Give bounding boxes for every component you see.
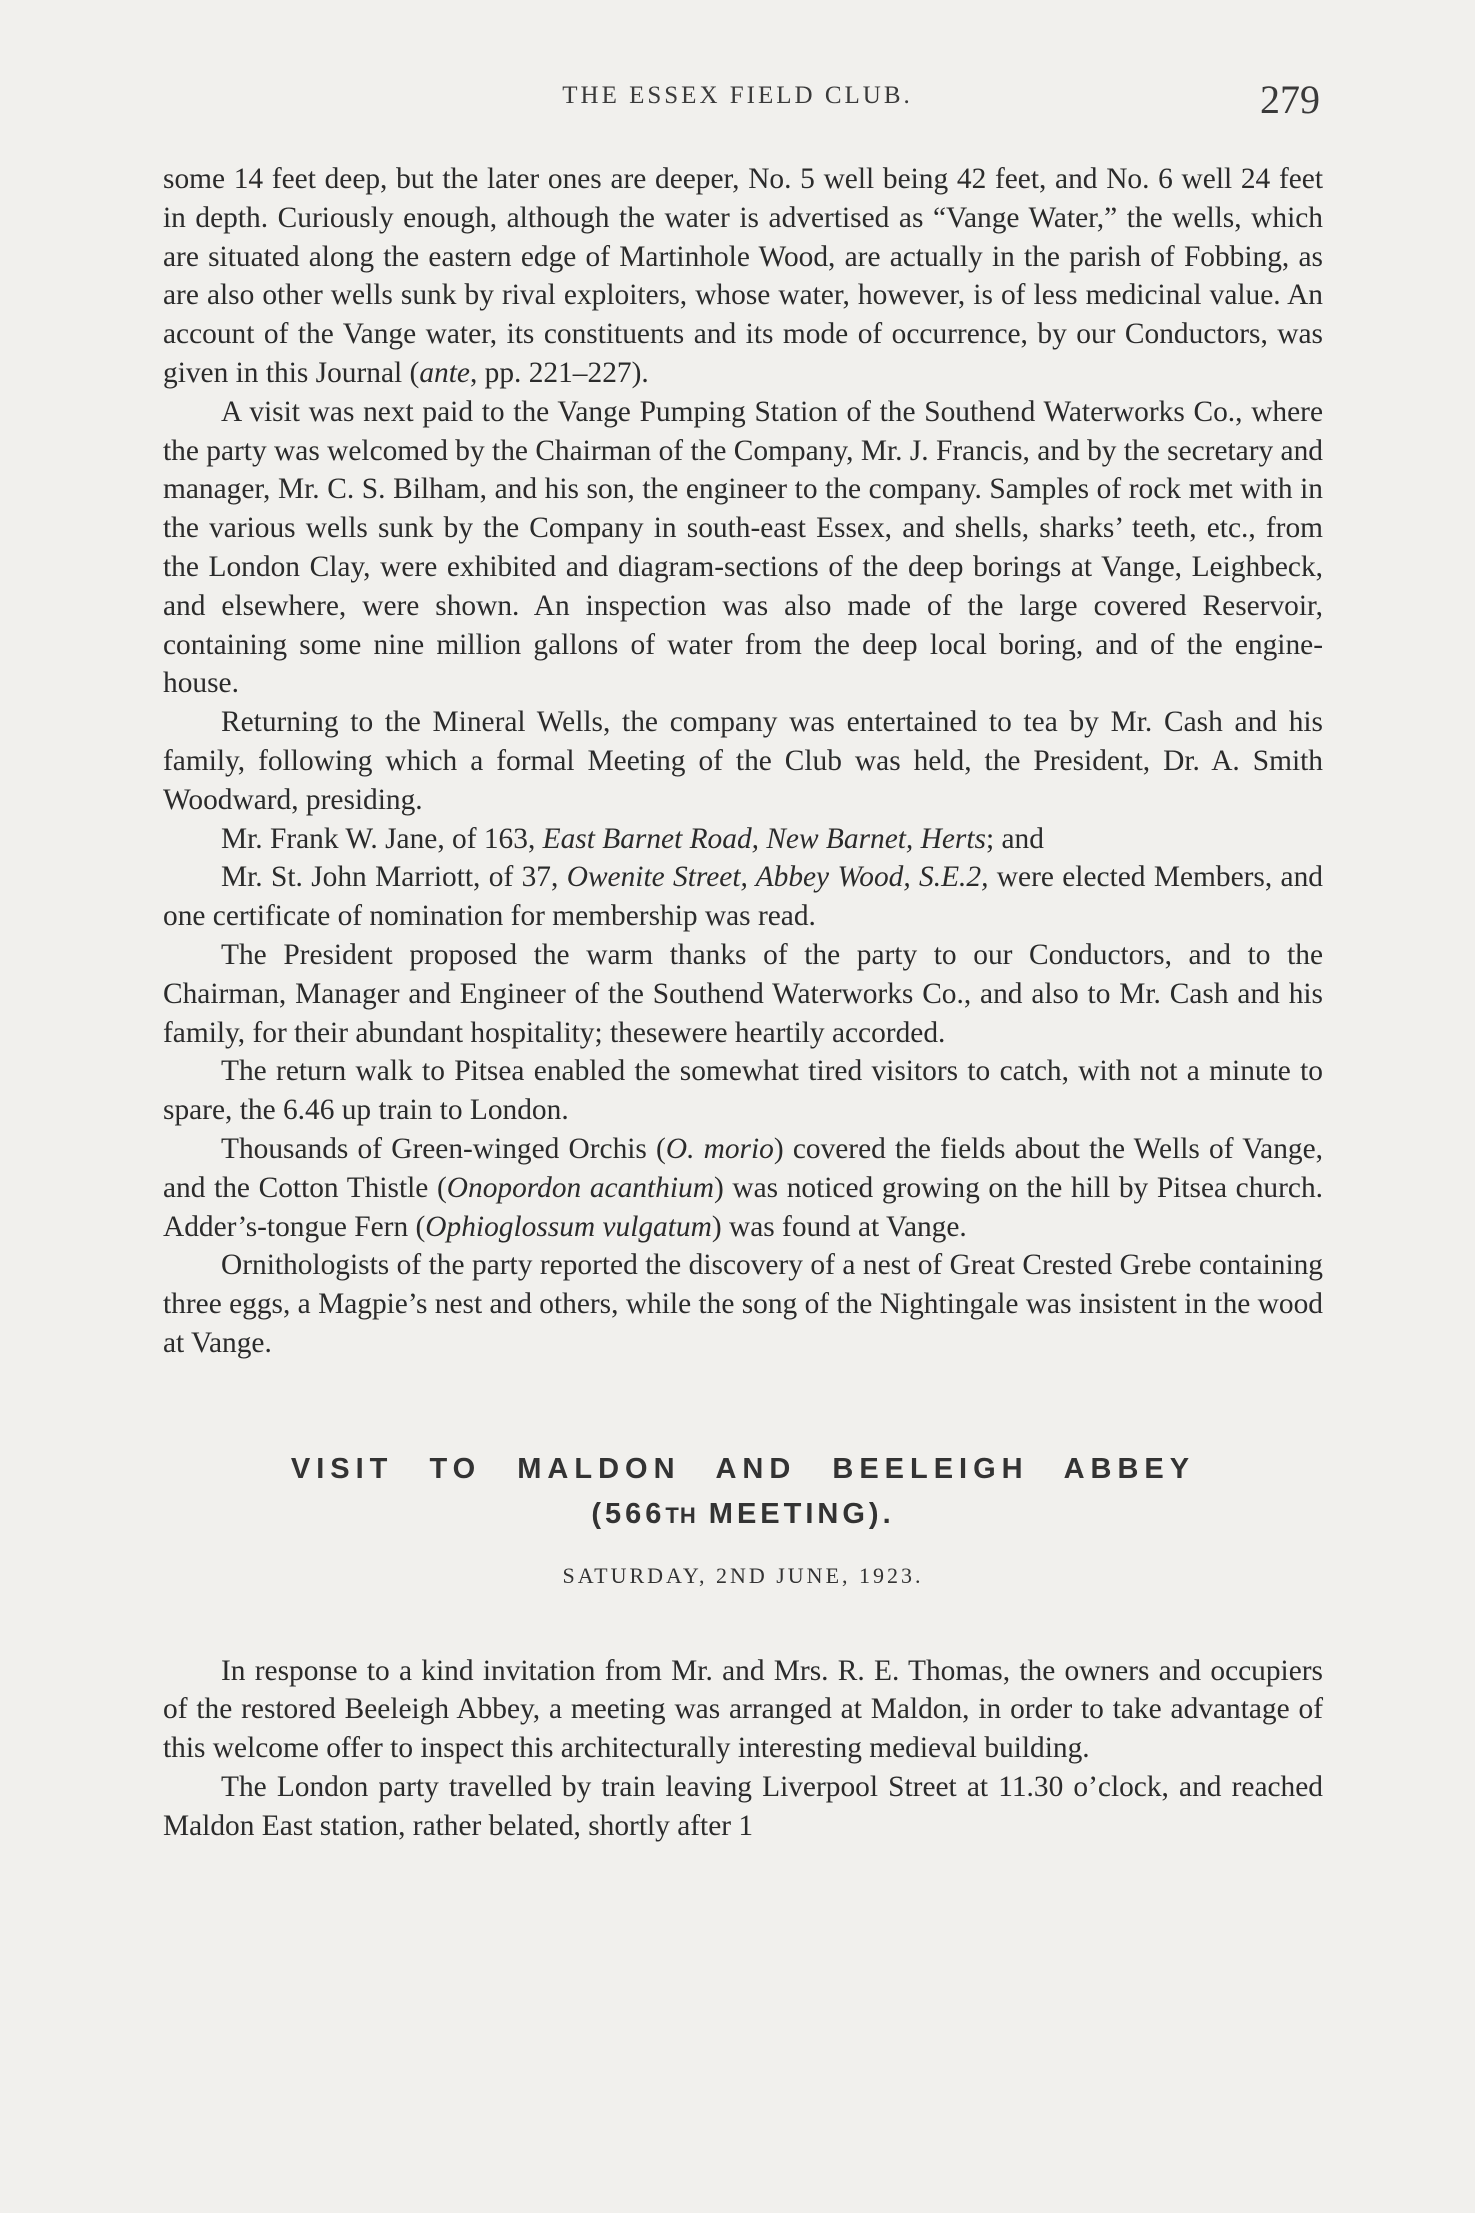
main-paragraphs (163, 160, 1323, 1363)
meeting-number-suffix: TH (665, 1502, 697, 1528)
meeting-label: MEETING). (696, 1497, 895, 1530)
page-number: 279 (1260, 77, 1320, 122)
paragraph (163, 703, 1323, 819)
italic-text: ante (419, 356, 470, 389)
italic-text: East Barnet Road, New Barnet, Herts (542, 822, 986, 855)
text-run: Mr. St. John Marriott, of 37, (221, 861, 567, 894)
italic-text: Onopordon acanthium (446, 1171, 714, 1204)
paragraph (163, 1768, 1323, 1846)
section-date: SATURDAY, 2ND JUNE, 1923. (562, 1562, 924, 1588)
text-run: The London party travelled by train leaving Liverpool Street at 11.30 o’clock, and reached Maldon East station, rather belated, shortly after 1 (163, 1770, 1323, 1842)
text-run: ) was noticed growing on the hill by Pitsea church. Adder’s-tongue Fern ( (163, 1171, 1323, 1243)
text-run: Thousands of Green-winged Orchis ( (221, 1132, 666, 1165)
text-run: ; and (985, 822, 1044, 855)
section-subheading (163, 1491, 1323, 1539)
paragraph (163, 936, 1323, 1052)
running-head (0, 77, 1475, 122)
text-run: , pp. 221–227). (469, 356, 649, 389)
italic-text: Ophioglossum vulgatum (425, 1210, 712, 1243)
running-title: THE ESSEX FIELD CLUB. (562, 82, 913, 109)
paragraph (163, 1652, 1323, 1768)
section-heading: VISIT TO MALDON AND BEELEIGH ABBEY (290, 1452, 1196, 1485)
italic-text: Owenite Street, Abbey Wood, S.E.2, (566, 861, 989, 894)
italic-text: O. morio (665, 1132, 774, 1165)
text-run: Ornithologists of the party reported the discovery of a nest of Great Crested Grebe containing three eggs, a Magpie’s nest and others, while the song of the Nightingale was insistent in the wood at Vange. (163, 1249, 1323, 1359)
paragraph (163, 1246, 1323, 1362)
section-spacer (163, 1363, 1323, 1447)
text-run: Returning to the Mineral Wells, the company was entertained to tea by Mr. Cash and his family, following which a formal Meeting of the Club was held, the President, Dr. A. Smith Woodward, presiding. (163, 706, 1323, 816)
body-text (163, 160, 1323, 1845)
text-run: The President proposed the warm thanks of the party to our Conductors, and to the Chairman, Manager and Engineer of the Southend Waterworks Co., and also to Mr. Cash and his family, for their abundant hospitality; thesewere heartily accorded. (163, 938, 1323, 1049)
paragraph (163, 858, 1323, 936)
text-run: The return walk to Pitsea enabled the somewhat tired visitors to catch, with not a minute to spare, the 6.46 up train to London. (163, 1055, 1323, 1127)
text-run: A visit was next paid to the Vange Pumping Station of the Southend Waterworks Co., where the party was welcomed by the Chairman of the Company, Mr. J. Francis, and by the secretary and manager, Mr. C. S. Bilham, and his son, the engineer to the company. Samples of rock met with in the various wells sunk by the Company in south-east Essex, and shells, sharks’ teeth, etc., from the London Clay, were exhibited and diagram-sections of the deep borings at Vange, Leighbeck, and elsewhere, were shown. An inspection was also made of the large covered Reservoir, containing some nine million gallons of water from the deep local boring, and of the engine-house. (163, 395, 1323, 700)
text-run: ) covered the fields about the Wells of Vange, and the Cotton Thistle ( (163, 1132, 1323, 1204)
paragraph (163, 820, 1323, 859)
text-run: ) was found at Vange. (711, 1210, 967, 1243)
paragraph (163, 393, 1323, 703)
paragraph (163, 160, 1323, 393)
paragraph (163, 1130, 1323, 1246)
meeting-number-open: (566 (591, 1497, 666, 1530)
paragraph (163, 1052, 1323, 1130)
text-run: some 14 feet deep, but the later ones are deeper, No. 5 well being 42 feet, and No. 6 well 24 feet in depth. Curiously enough, although the water is advertised as “Vange Water,” the wells, which are situated along the eastern edge of Martinhole Wood, are actually in the parish of Fobbing, as are also other wells sunk by rival exploiters, whose water, however, is of less medicinal value. An account of the Vange water, its constituents and its mode of occurrence, by our Conductors, was given in this Journal ( (163, 163, 1323, 389)
text-run: were elected Members, and one certificate of nomination for membership was read. (163, 861, 1323, 933)
section-paragraphs (163, 1652, 1323, 1846)
text-run: Mr. Frank W. Jane, of 163, (221, 822, 543, 855)
text-run: In response to a kind invitation from Mr. and Mrs. R. E. Thomas, the owners and occupiers of the restored Beeleigh Abbey, a meeting was arranged at Maldon, in order to take advantage of this welcome offer to inspect this architecturally interesting medieval building. (163, 1654, 1323, 1765)
